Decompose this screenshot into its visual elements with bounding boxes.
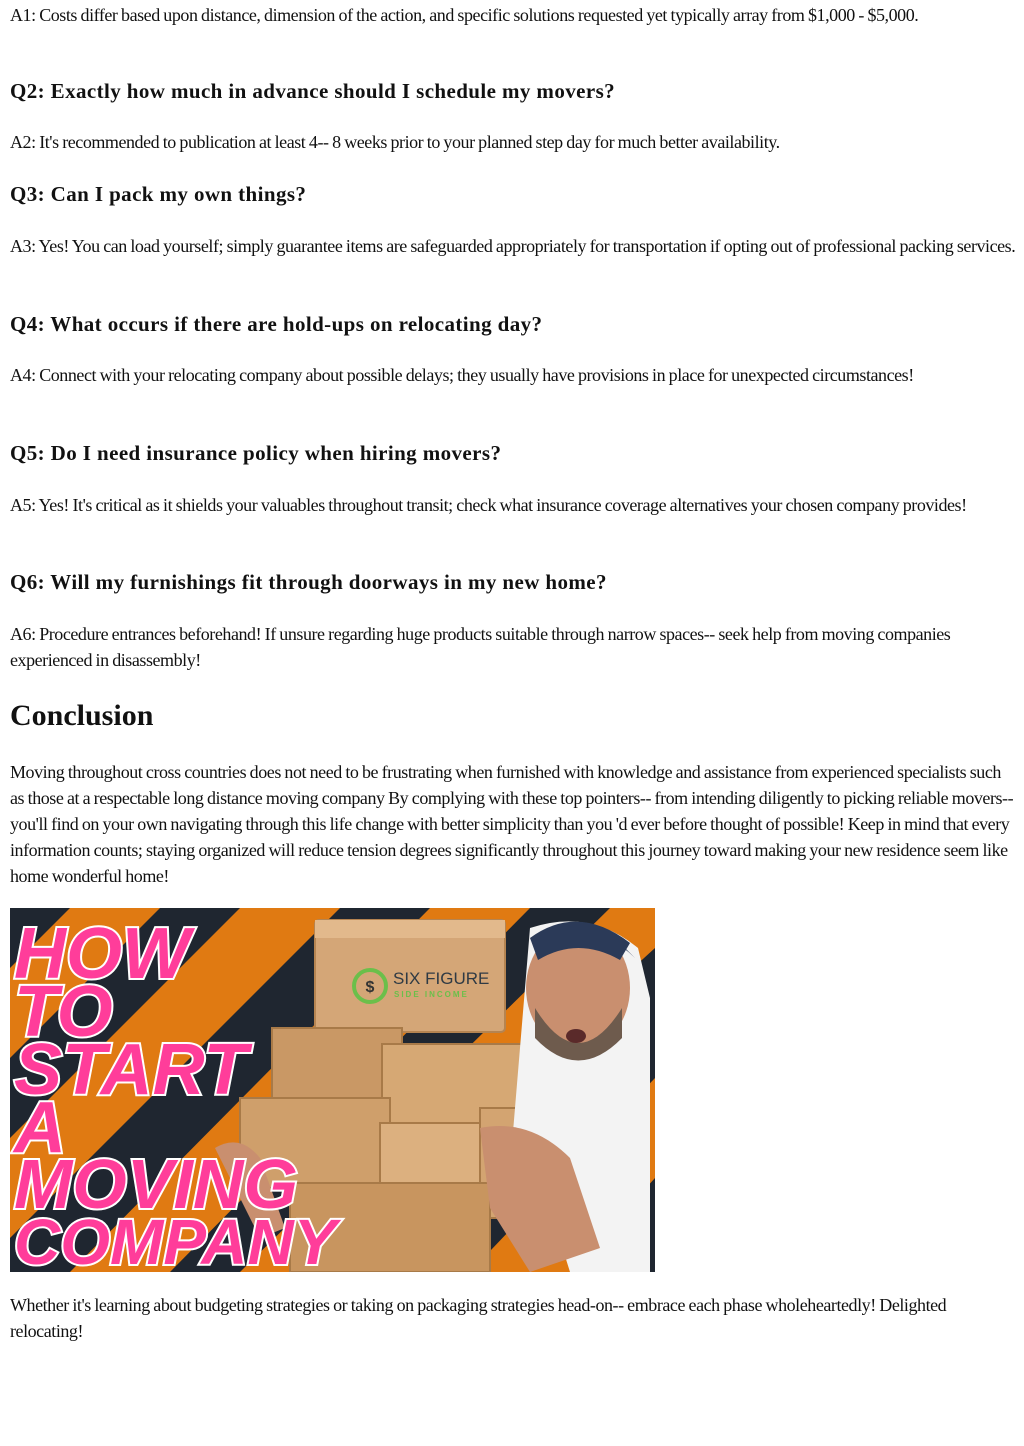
hero-title-line-3: START xyxy=(14,1030,248,1110)
faq-question-5: Q5: Do I need insurance policy when hiring movers? xyxy=(10,441,502,465)
faq-question-2: Q2: Exactly how much in advance should I schedule my movers? xyxy=(10,79,616,103)
hero-title-line-6: COMPANY xyxy=(14,1206,337,1272)
faq-question-3: Q3: Can I pack my own things? xyxy=(10,182,307,206)
faq-answer-1: A1: Costs differ based upon distance, dimension of the action, and specific solutions requested yet typically array from $1,000 - $5,000. xyxy=(10,5,919,25)
conclusion-paragraph: Moving throughout cross countries does not need to be frustrating when furnished with knowledge and assistance from experienced specialists such as those at a respectable long distance moving company By complying with these top pointers-- from intending diligently to picking reliable movers-- you'll find on your own navigating through this life change with better simplicity than you 'd ever before thought of possible! Keep in mind that every information counts; staying organized will reduce tension degrees significantly throughout this journey toward making your new residence seem like home wonderful home! xyxy=(10,762,1014,886)
box-logo-line1: SIX FIGURE xyxy=(393,969,490,988)
hero-title-line-2: TO xyxy=(14,972,113,1052)
faq-answer-4: A4: Connect with your relocating company about possible delays; they usually have provisions in place for unexpected circumstances! xyxy=(10,365,914,385)
hero-title-line-5: MOVING xyxy=(14,1145,298,1223)
hero-image xyxy=(10,908,655,1272)
conclusion-heading: Conclusion xyxy=(10,699,154,732)
box-logo-symbol: $ xyxy=(365,979,375,996)
faq-answer-6: A6: Procedure entrances beforehand! If unsure regarding huge products suitable through narrow spaces-- seek help from moving companies experienced in disassembly! xyxy=(10,624,951,670)
hero-title-line-4: A xyxy=(14,1088,66,1168)
box-logo-line2: SIDE INCOME xyxy=(394,990,469,999)
closing-paragraph: Whether it's learning about budgeting strategies or taking on packaging strategies head-on-- embrace each phase wholeheartedly! Delighted relocating! xyxy=(10,1295,947,1341)
faq-question-6: Q6: Will my furnishings fit through doorways in my new home? xyxy=(10,570,607,594)
faq-answer-5: A5: Yes! It's critical as it shields your valuables throughout transit; check what insurance coverage alternatives your chosen company provides! xyxy=(10,495,967,515)
faq-answer-2: A2: It's recommended to publication at least 4-- 8 weeks prior to your planned step day for much better availability. xyxy=(10,132,780,152)
faq-answer-3: A3: Yes! You can load yourself; simply guarantee items are safeguarded appropriately for transportation if opting out of professional packing services. xyxy=(10,236,1016,256)
faq-question-4: Q4: What occurs if there are hold-ups on relocating day? xyxy=(10,312,543,336)
hero-title-line-1: HOW xyxy=(14,914,190,994)
